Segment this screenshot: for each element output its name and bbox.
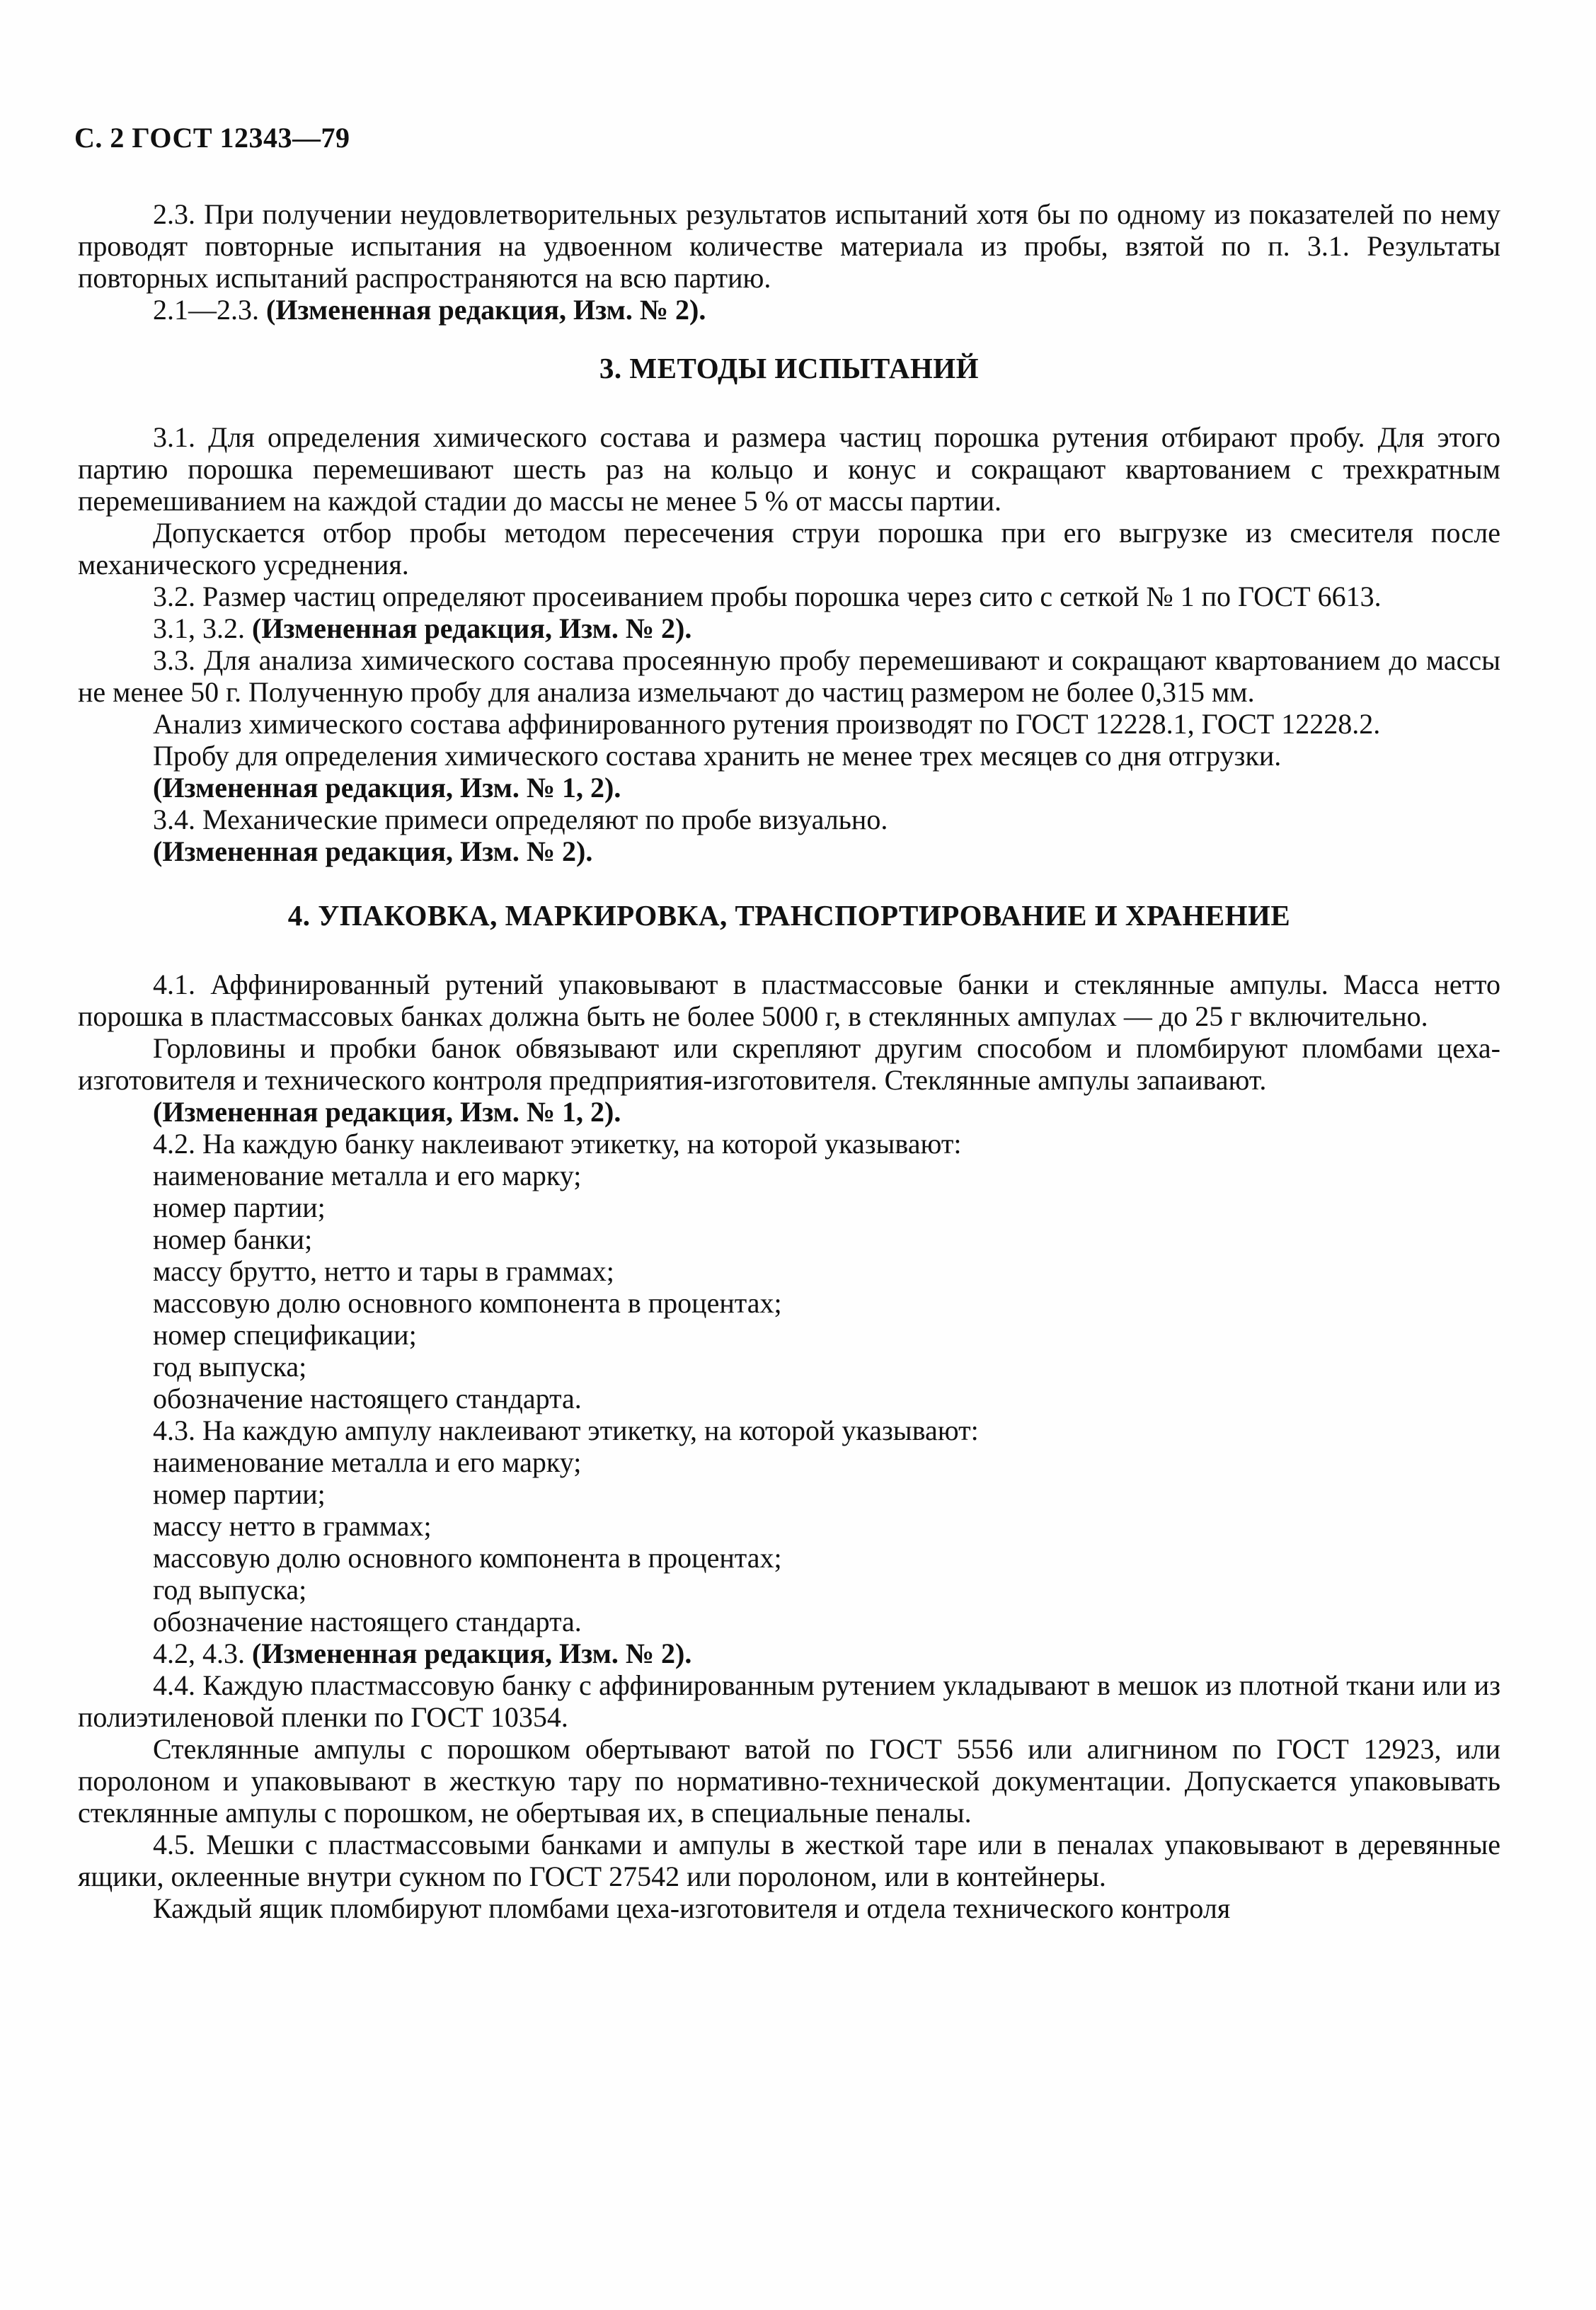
paragraph-4-2: 4.2. На каждую банку наклеивают этикетку, на которой указывают: <box>153 1128 962 1160</box>
list-item: наименование металла и его марку; <box>153 1160 582 1191</box>
list-item: год выпуска; <box>153 1574 307 1606</box>
paragraph-4-5: 4.5. Мешки с пластмассовыми банками и ампулы в жесткой таре или в пеналах упаковывают в деревянные ящики, оклеенные внутри сукном по ГОСТ 27542 или поролоном, или в контейнеры. <box>78 1829 1500 1892</box>
paragraph-3-1-b: Допускается отбор пробы методом пересечения струи порошка при его выгрузке из смесителя после механического усреднения. <box>78 517 1500 581</box>
paragraph-4-4-b: Стеклянные ампулы с порошком обертывают ватой по ГОСТ 5556 или алигнином по ГОСТ 12923, или поролоном и упаковывают в жесткую тару по нормативно-технической документации. Допускается упаковывать стеклянные ампулы с порошком, не обертывая их, в специальные пеналы. <box>78 1733 1500 1829</box>
paragraph-4-5-b: Каждый ящик пломбируют пломбами цеха-изготовителя и отдела технического контроля <box>153 1892 1231 1924</box>
list-item: массу брутто, нетто и тары в граммах; <box>153 1255 614 1287</box>
paragraph-3-3: 3.3. Для анализа химического состава просеянную пробу перемешивают и сокращают квартованием до массы не менее 50 г. Полученную пробу для анализа измельчают до частиц размером не более 0,315 мм. <box>78 644 1500 708</box>
amendment-note-3-4: (Измененная редакция, Изм. № 2). <box>153 835 593 867</box>
list-item: массовую долю основного компонента в процентах; <box>153 1287 782 1319</box>
page-header: С. 2 ГОСТ 12343—79 <box>74 122 350 154</box>
document-body <box>78 198 1500 1924</box>
list-item: год выпуска; <box>153 1351 307 1383</box>
label-list-4-3 <box>78 1446 1500 1637</box>
amendment-text: (Измененная редакция, Изм. № 2). <box>252 612 692 644</box>
amendment-note-4-1: (Измененная редакция, Изм. № 1, 2). <box>153 1096 621 1128</box>
list-item: массовую долю основного компонента в процентах; <box>153 1542 782 1574</box>
paragraph-4-1-b: Горловины и пробки банок обвязывают или скрепляют другим способом и пломбируют пломбами цеха-изготовителя и технического контроля предприятия-изготовителя. Стеклянные ампулы запаивают. <box>78 1032 1500 1096</box>
paragraph-3-2: 3.2. Размер частиц определяют просеиванием пробы порошка через сито с сеткой № 1 по ГОСТ 6613. <box>153 581 1382 612</box>
note-number: 4.2, 4.3. <box>153 1637 245 1669</box>
note-number: 3.1, 3.2. <box>153 612 245 644</box>
paragraph-4-1: 4.1. Аффинированный рутений упаковывают в пластмассовые банки и стеклянные ампулы. Масса нетто порошка в пластмассовых банках должна быть не более 5000 г, в стеклянных ампулах — до 25 г включительно. <box>78 968 1500 1032</box>
paragraph-3-1: 3.1. Для определения химического состава и размера частиц порошка рутения отбирают пробу. Для этого партию порошка перемешивают шесть раз на кольцо и конус и сокращают квартованием с трехкратным перемешиванием на каждой стадии до массы не менее 5 % от массы партии. <box>78 421 1500 517</box>
list-item: номер партии; <box>153 1478 326 1510</box>
list-item: наименование металла и его марку; <box>153 1446 582 1478</box>
list-item: массу нетто в граммах; <box>153 1510 432 1542</box>
list-item: номер банки; <box>153 1223 313 1255</box>
list-item: номер спецификации; <box>153 1319 417 1351</box>
paragraph-4-4: 4.4. Каждую пластмассовую банку с аффинированным рутением укладывают в мешок из плотной ткани или из полиэтиленовой пленки по ГОСТ 10354. <box>78 1669 1500 1733</box>
paragraph-3-4: 3.4. Механические примеси определяют по пробе визуально. <box>153 804 888 835</box>
amendment-text: (Измененная редакция, Изм. № 2). <box>266 294 706 326</box>
paragraph-3-3-c: Пробу для определения химического состава хранить не менее трех месяцев со дня отгрузки. <box>153 740 1282 772</box>
paragraph-2-3: 2.3. При получении неудовлетворительных результатов испытаний хотя бы по одному из показателей по нему проводят повторные испытания на удвоенном количестве материала из пробы, взятой по п. 3.1. Результаты повторных испытаний распространяются на всю партию. <box>78 198 1500 294</box>
list-item: обозначение настоящего стандарта. <box>153 1383 582 1414</box>
amendment-note-3-3: (Измененная редакция, Изм. № 1, 2). <box>153 772 621 804</box>
section-3-heading: 3. МЕТОДЫ ИСПЫТАНИЙ <box>599 352 980 384</box>
note-number: 2.1—2.3. <box>153 294 259 326</box>
amendment-text: (Измененная редакция, Изм. № 2). <box>252 1637 692 1669</box>
paragraph-3-3-b: Анализ химического состава аффинированного рутения производят по ГОСТ 12228.1, ГОСТ 12228.2. <box>153 708 1381 740</box>
list-item: обозначение настоящего стандарта. <box>153 1606 582 1637</box>
list-item: номер партии; <box>153 1191 326 1223</box>
label-list-4-2 <box>78 1160 1500 1414</box>
amendment-note-4-2-4-3 <box>78 1637 1500 1669</box>
paragraph-4-3: 4.3. На каждую ампулу наклеивают этикетку, на которой указывают: <box>153 1414 979 1446</box>
amendment-note-2-1-2-3 <box>78 294 1500 326</box>
section-4-heading: 4. УПАКОВКА, МАРКИРОВКА, ТРАНСПОРТИРОВАНИЕ И ХРАНЕНИЕ <box>287 899 1291 932</box>
amendment-note-3-1-3-2 <box>78 612 1500 644</box>
